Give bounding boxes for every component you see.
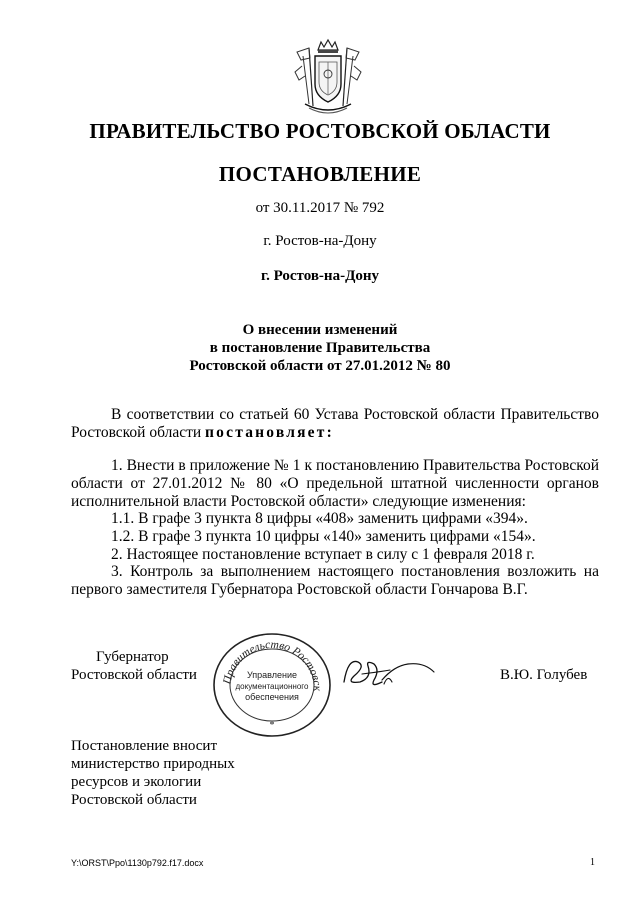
signatory-name: В.Ю. Голубев — [500, 667, 588, 683]
stamp-inner-line: обеспечения — [245, 692, 299, 702]
item-1-paragraph: 1. Внести в приложение № 1 к постановлению Правительства Ростовской области от 27.01.2012 № 80 «О предельной штатной численности органов исполнительной власти Ростовской области» следующие изменения: — [71, 457, 599, 510]
coat-of-arms-icon — [293, 36, 363, 118]
document-type: ПОСТАНОВЛЕНИЕ — [218, 162, 422, 186]
preamble-paragraph — [71, 406, 599, 442]
item-1-1-paragraph: 1.1. В графе 3 пункта 8 цифры «408» заменить цифрами «394». — [111, 510, 528, 527]
note-line: ресурсов и экологии — [71, 774, 202, 790]
subject-line: в постановление Правительства — [209, 340, 431, 356]
subject-line: Ростовской области от 27.01.2012 № 80 — [189, 358, 451, 374]
stamp-outer-text: Правительство Ростовск — [221, 638, 324, 691]
organization-title: ПРАВИТЕЛЬСТВО РОСТОВСКОЙ ОБЛАСТИ — [89, 119, 551, 143]
handwritten-signature-icon — [338, 652, 438, 694]
note-line: Постановление вносит — [71, 738, 218, 754]
page-number: 1 — [590, 857, 595, 868]
document-date-number: от 30.11.2017 № 792 — [255, 200, 385, 216]
submitter-note — [71, 737, 235, 809]
svg-text:*: * — [269, 720, 275, 731]
city-line: г. Ростов-на-Дону — [263, 233, 377, 249]
stamp-inner-line: Управление — [246, 670, 298, 680]
preamble-text: В соответствии со статьей 60 Устава Ростовской области Правительство Ростовской области — [71, 406, 599, 441]
footer-file-path: Y:\ORST\Ppo\1130p792.f17.docx — [71, 858, 204, 868]
item-2-paragraph: 2. Настоящее постановление вступает в силу с 1 февраля 2018 г. — [111, 546, 535, 563]
note-line: Ростовской области — [71, 792, 197, 808]
stamp-inner-line: документационного — [235, 682, 309, 691]
document-subject — [0, 321, 640, 375]
item-3-paragraph: 3. Контроль за выполнением настоящего постановления возложить на первого заместителя Губернатора Ростовской области Гончарова В.Г. — [71, 563, 599, 598]
official-stamp-icon — [208, 628, 336, 738]
signatory-title-line-1: Губернатор — [96, 649, 169, 665]
note-line: министерство природных — [71, 756, 235, 772]
item-1-2-paragraph: 1.2. В графе 3 пункта 10 цифры «140» заменить цифрами «154». — [111, 528, 536, 545]
signatory-title-line-2: Ростовской области — [71, 667, 197, 683]
subject-line: О внесении изменений — [242, 322, 398, 338]
city-line-bold: г. Ростов-на-Дону — [260, 268, 380, 284]
resolves-keyword: постановляет: — [205, 424, 334, 441]
